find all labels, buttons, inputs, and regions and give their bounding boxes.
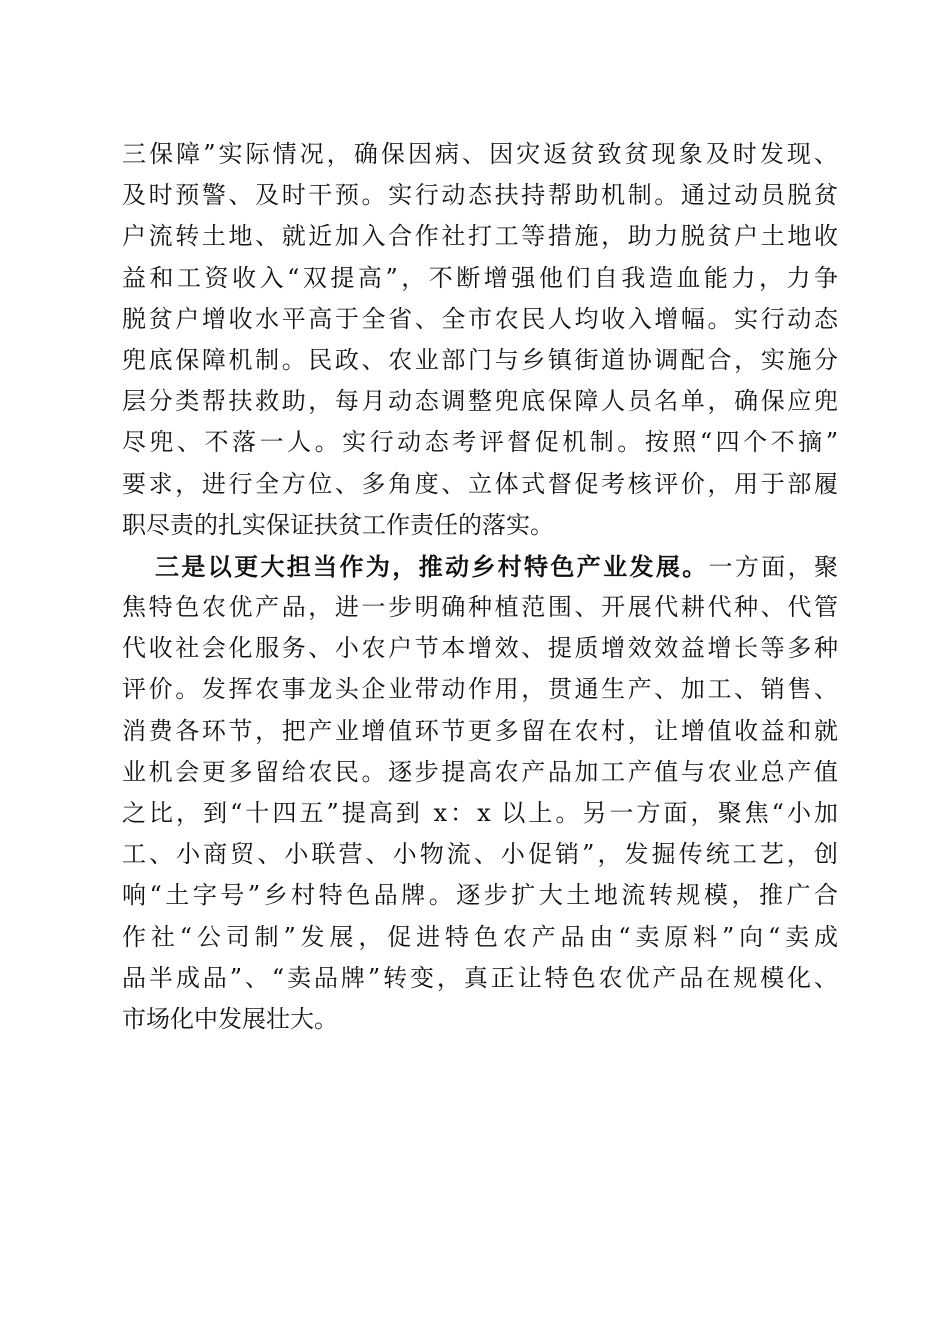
text-line: 户流转土地、就近加入合作社打工等措施，助力脱贫户土地收 bbox=[122, 222, 838, 251]
text-line: 职尽责的扎实保证扶贫工作责任的落实。 bbox=[122, 510, 554, 539]
document-page bbox=[122, 134, 838, 1040]
text-line bbox=[122, 546, 838, 587]
text-line: 品半成品”、“卖品牌”转变，真正让特色农优产品在规模化、 bbox=[122, 963, 838, 992]
text-line: 代收社会化服务、小农户节本增效、提质增效效益增长等多种 bbox=[122, 634, 838, 663]
paragraph-heading: 三是以更大担当作为，推动乡村特色产业发展。 bbox=[155, 551, 709, 581]
paragraph-2 bbox=[122, 546, 838, 1040]
paragraph-1 bbox=[122, 134, 838, 546]
text-line: 作社“公司制”发展，促进特色农产品由“卖原料”向“卖成 bbox=[122, 922, 838, 951]
text-line: 尽兜、不落一人。实行动态考评督促机制。按照“四个不摘” bbox=[122, 428, 838, 457]
text-line: 市场化中发展壮大。 bbox=[122, 1004, 338, 1033]
text-line: 工、小商贸、小联营、小物流、小促销”，发掘传统工艺，创 bbox=[122, 840, 838, 869]
text-line: 响“土字号”乡村特色品牌。逐步扩大土地流转规模，推广合 bbox=[122, 881, 838, 910]
text-line: 消费各环节，把产业增值环节更多留在农村，让增值收益和就 bbox=[122, 716, 838, 745]
text-line: 业机会更多留给农民。逐步提高农产品加工产值与农业总产值 bbox=[122, 757, 838, 786]
text-line: 要求，进行全方位、多角度、立体式督促考核评价，用于部履 bbox=[122, 469, 838, 498]
text-line: 兜底保障机制。民政、农业部门与乡镇街道协调配合，实施分 bbox=[122, 345, 838, 374]
text-line: 层分类帮扶救助，每月动态调整兜底保障人员名单，确保应兜 bbox=[122, 387, 838, 416]
text-line: 及时预警、及时干预。实行动态扶持帮助机制。通过动员脱贫 bbox=[122, 181, 838, 210]
text-line: 之比，到“十四五”提高到 x：x 以上。另一方面，聚焦“小加 bbox=[122, 799, 838, 827]
text-line: 评价。发挥农事龙头企业带动作用，贯通生产、加工、销售、 bbox=[122, 675, 838, 704]
text-line: 脱贫户增收水平高于全省、全市农民人均收入增幅。实行动态 bbox=[122, 304, 838, 333]
text-run: 一方面，聚 bbox=[708, 552, 839, 581]
text-line: 三保障”实际情况，确保因病、因灾返贫致贫现象及时发现、 bbox=[122, 140, 838, 168]
text-line: 焦特色农优产品，进一步明确种植范围、开展代耕代种、代管 bbox=[122, 593, 838, 622]
text-line: 益和工资收入“双提高”，不断增强他们自我造血能力，力争 bbox=[122, 263, 838, 292]
